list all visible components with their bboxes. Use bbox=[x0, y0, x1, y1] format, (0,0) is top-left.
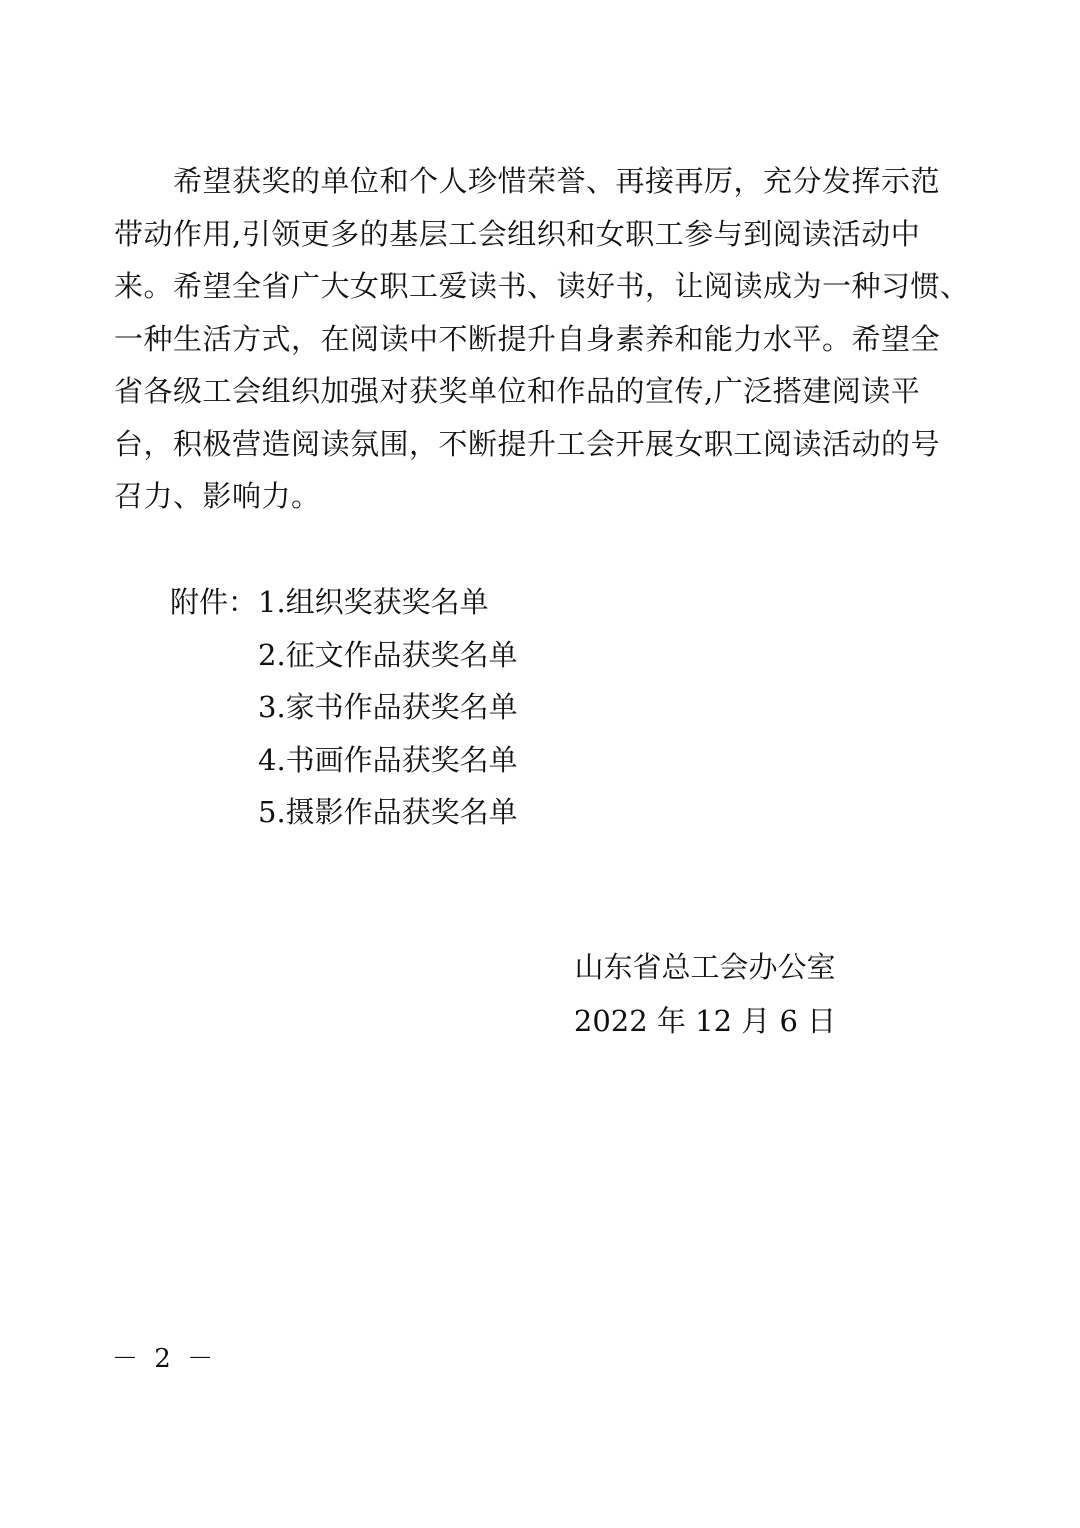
page-number: － 2 － bbox=[112, 1344, 218, 1374]
attachment-item-5: 5.摄影作品获奖名单 bbox=[258, 795, 518, 829]
attachment-item-2: 2.征文作品获奖名单 bbox=[258, 637, 518, 672]
attachment-row-3 bbox=[170, 681, 518, 734]
attachment-item-4: 4.书画作品获奖名单 bbox=[258, 742, 518, 777]
attachments-list bbox=[170, 576, 518, 839]
signature-block bbox=[560, 940, 850, 1048]
body-line-6: 台，积极营造阅读氛围，不断提升工会开展女职工阅读活动的号 bbox=[114, 426, 941, 461]
attachment-row-2 bbox=[170, 629, 518, 682]
attachment-row-4 bbox=[170, 734, 518, 787]
signature-organization: 山东省总工会办公室 bbox=[574, 950, 836, 984]
body-line-3: 来。希望全省广大女职工爱读书、读好书，让阅读成为一种习惯、 bbox=[114, 269, 970, 303]
body-line-5: 省各级工会组织加强对获奖单位和作品的宣传,广泛搭建阅读平 bbox=[114, 374, 921, 408]
attachment-item-3: 3.家书作品获奖名单 bbox=[258, 690, 518, 724]
body-line-4: 一种生活方式，在阅读中不断提升自身素养和能力水平。希望全 bbox=[114, 321, 941, 356]
body-paragraph bbox=[114, 155, 970, 523]
attachments-label: 附件： bbox=[170, 585, 258, 619]
body-line-1: 希望获奖的单位和个人珍惜荣誉、再接再厉，充分发挥示范 bbox=[114, 164, 941, 198]
body-line-7: 召力、影响力。 bbox=[114, 479, 321, 513]
attachment-row-5 bbox=[170, 786, 518, 839]
attachment-item-1: 1.组织奖获奖名单 bbox=[258, 585, 489, 619]
signature-date: 2022 年 12 月 6 日 bbox=[573, 1004, 837, 1038]
body-line-2: 带动作用,引领更多的基层工会组织和女职工参与到阅读活动中 bbox=[114, 216, 921, 251]
attachment-row-1 bbox=[170, 576, 518, 629]
